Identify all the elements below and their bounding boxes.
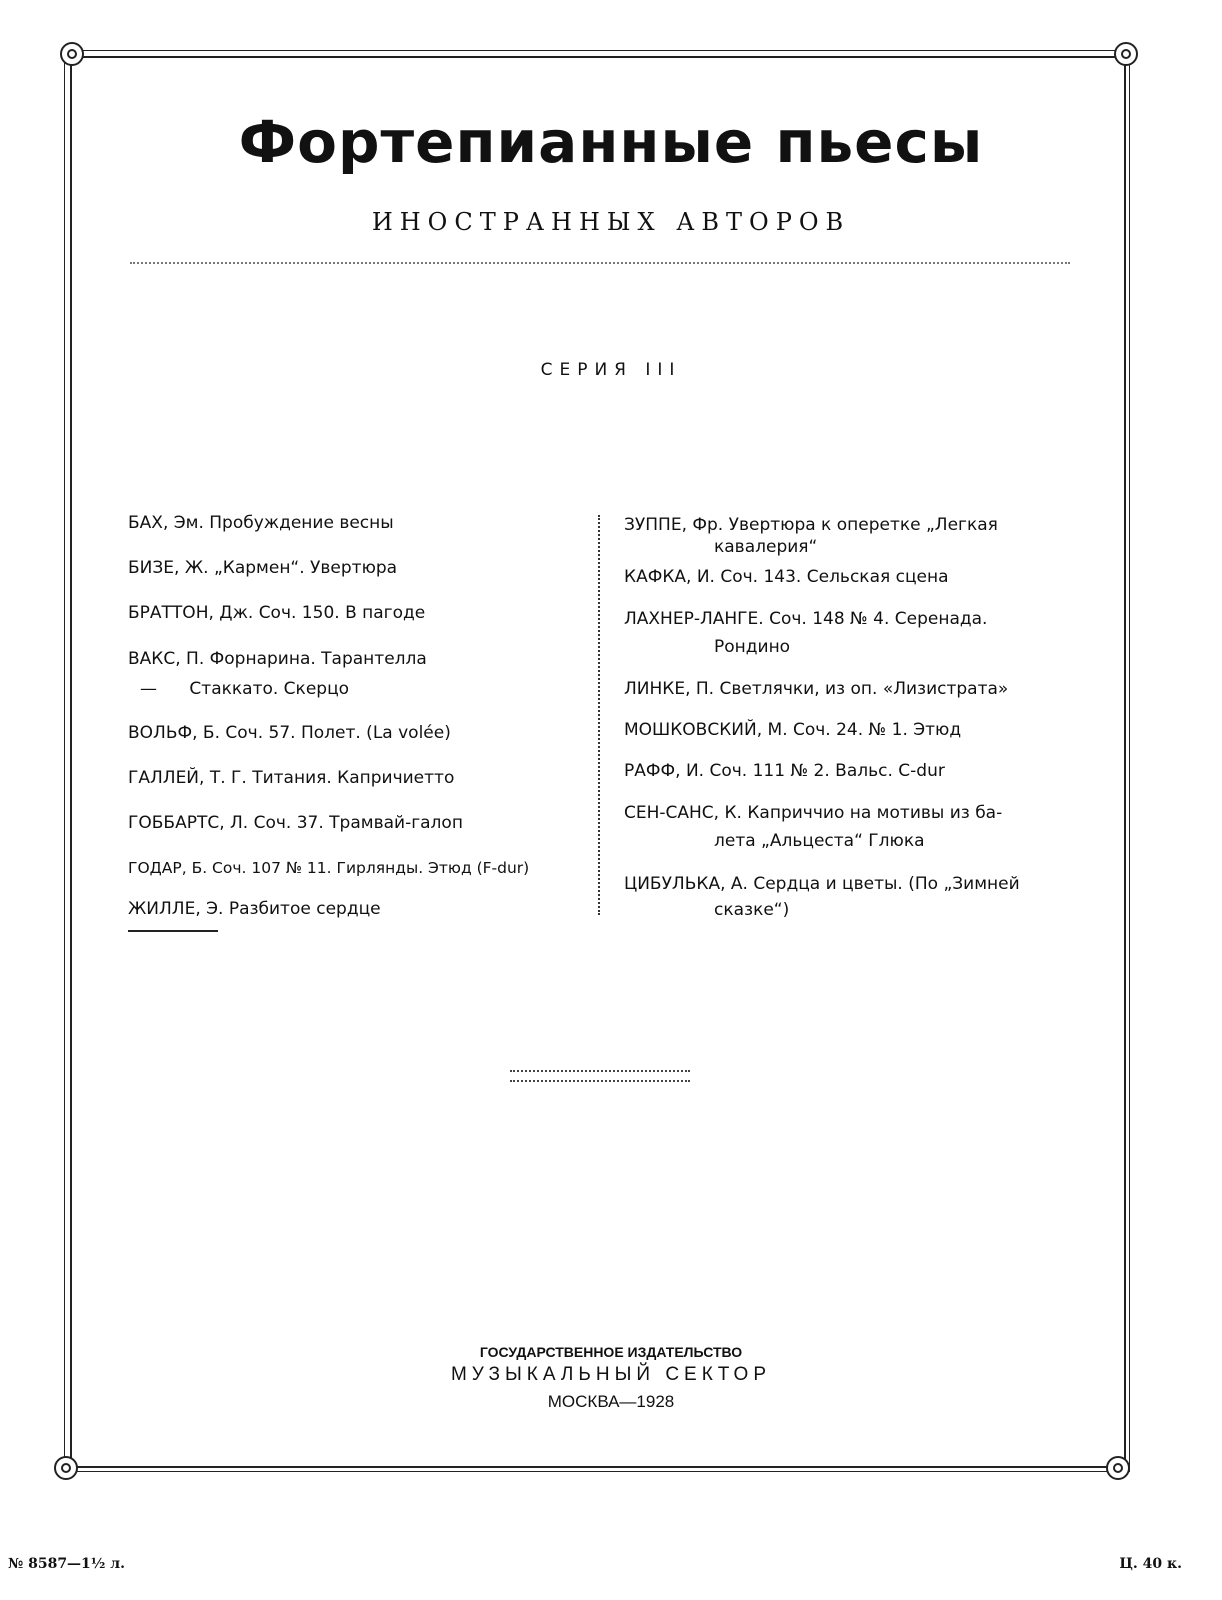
- corner-ornament-icon: [54, 1456, 78, 1480]
- list-item: ЛАХНЕР-ЛАНГЕ. Соч. 148 № 4. Серенада. Рондино: [624, 609, 988, 657]
- list-item: ГОББАРТС, Л. Соч. 37. Трамвай-галоп: [128, 813, 463, 833]
- list-item: ВОЛЬФ, Б. Соч. 57. Полет. (La volée): [128, 723, 451, 743]
- list-item: МОШКОВСКИЙ, М. Соч. 24. № 1. Этюд: [624, 720, 962, 740]
- publisher-sector: МУЗЫКАЛЬНЫЙ СЕКТОР: [450, 1364, 771, 1385]
- list-item: ГАЛЛЕЙ, Т. Г. Титания. Капричиетто: [128, 768, 455, 788]
- list-item: БИЗЕ, Ж. „Кармен“. Увертюра: [128, 558, 398, 578]
- corner-ornament-icon: [60, 42, 84, 66]
- page-title: Фортепианные пьесы: [238, 108, 984, 176]
- list-item: ЗУППЕ, Фр. Увертюра к оперетке „Легкая кавалерия“: [624, 515, 998, 557]
- list-item: БАХ, Эм. Пробуждение весны: [128, 513, 394, 533]
- price: Ц. 40 к.: [1119, 1556, 1182, 1572]
- corner-ornament-icon: [1114, 42, 1138, 66]
- publisher-city-year: МОСКВА—1928: [547, 1392, 675, 1411]
- series-label: СЕРИЯ III: [540, 360, 682, 380]
- list-item: ВАКС, П. Форнарина. Тарантелла — Стаккато. Скерцо: [128, 649, 427, 699]
- underline-mark: [128, 930, 218, 932]
- dotted-rule: [130, 262, 1070, 264]
- list-item: ЛИНКЕ, П. Светлячки, из оп. «Лизистрата»: [624, 679, 1009, 699]
- corner-ornament-icon: [1106, 1456, 1130, 1480]
- publisher-name: ГОСУДАРСТВЕННОЕ ИЗДАТЕЛЬСТВО: [479, 1344, 743, 1360]
- list-item: БРАТТОН, Дж. Соч. 150. В пагоде: [128, 603, 426, 623]
- subtitle: ИНОСТРАННЫХ АВТОРОВ: [371, 208, 851, 236]
- list-item: РАФФ, И. Соч. 111 № 2. Вальс. C-dur: [624, 761, 945, 781]
- catalog-number: № 8587—1½ л.: [8, 1556, 126, 1572]
- list-item: СЕН-САНС, К. Каприччио на мотивы из ба- лета „Альцеста“ Глюка: [624, 803, 1003, 851]
- list-item: ЦИБУЛЬКА, А. Сердца и цветы. (По „Зимней сказке“): [624, 874, 1020, 920]
- column-divider: [598, 515, 600, 915]
- list-item: ГОДАР, Б. Соч. 107 № 11. Гирлянды. Этюд (F-dur): [128, 859, 530, 877]
- ornament-divider: [510, 1070, 690, 1082]
- list-item: ЖИЛЛЕ, Э. Разбитое сердце: [128, 899, 381, 919]
- list-item: КАФКА, И. Соч. 143. Сельская сцена: [624, 567, 949, 587]
